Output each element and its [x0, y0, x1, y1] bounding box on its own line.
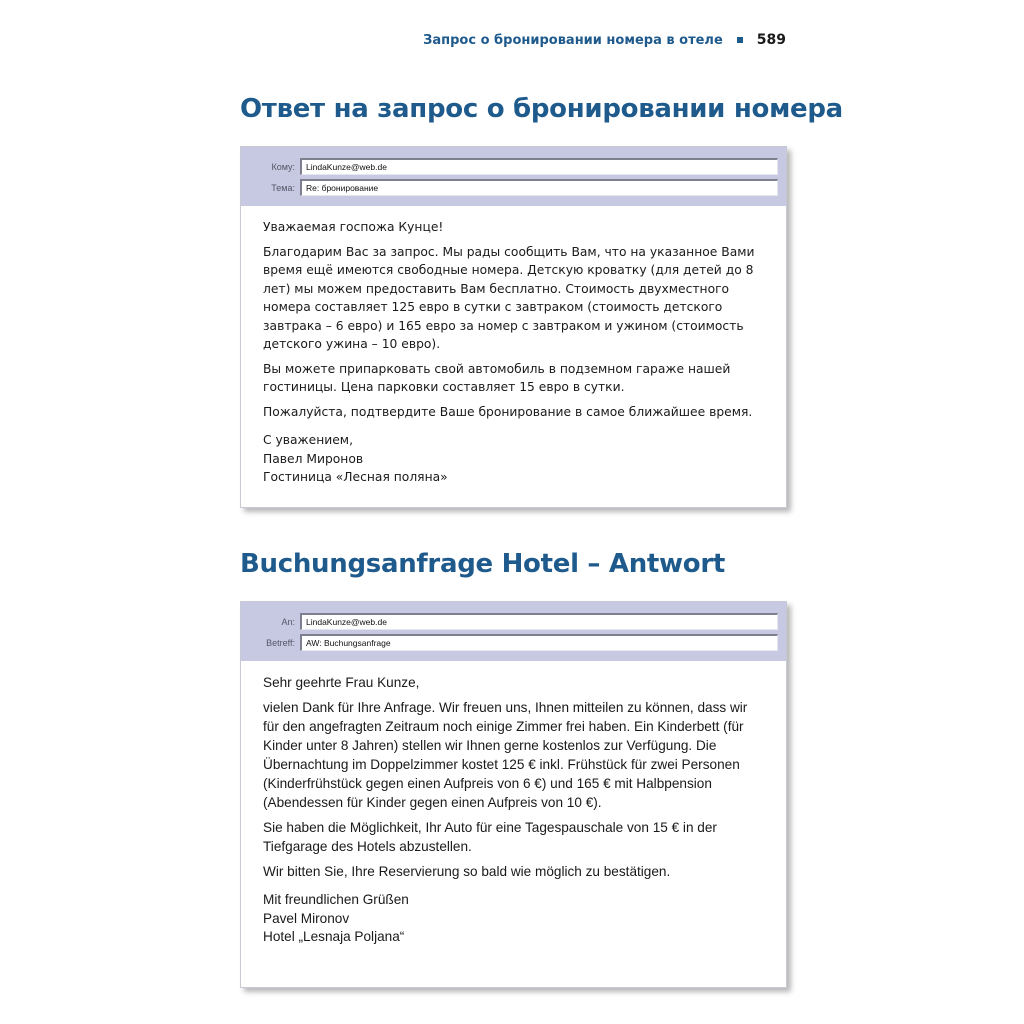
body-paragraph: Wir bitten Sie, Ihre Reservierung so bald wie möglich zu bestätigen. — [263, 864, 671, 879]
email-body — [241, 206, 786, 487]
subject-label: Тема: — [271, 182, 295, 193]
subject-label: Betreff: — [266, 637, 295, 648]
email-de — [240, 601, 787, 988]
to-row — [241, 611, 778, 632]
closing-line: С уважением, — [263, 433, 353, 447]
subject-field[interactable]: AW: Buchungsanfrage — [300, 634, 778, 651]
subject-row — [241, 177, 778, 198]
to-label: An: — [281, 616, 295, 627]
body-paragraph: Sie haben die Möglichkeit, Ihr Auto für eine Tagespauschale von 15 € in der Tiefgarage des Hotels abzustellen. — [263, 820, 717, 854]
subject-row — [241, 632, 778, 653]
greeting: Sehr geehrte Frau Kunze, — [263, 675, 420, 690]
email-header — [241, 147, 786, 206]
signature-hotel: Hotel „Lesnaja Poljana“ — [263, 929, 405, 944]
subject-field[interactable]: Re: бронирование — [300, 179, 778, 196]
email-header — [241, 602, 786, 661]
closing-line: Mit freundlichen Grüßen — [263, 892, 409, 907]
page-number: 589 — [756, 32, 786, 48]
body-paragraph: Благодарим Вас за запрос. Мы рады сообщить Вам, что на указанное Вами время ещё имеются свободные номера. Детскую кроватку (для детей до 8 лет) мы можем предоставить Вам бесплатно. Стоимость двухместного номера составляет 125 евро в сутки с завтраком (стоимость детского завтрака – 6 евро) и 165 евро за номер с завтраком и ужином (стоимость детского ужина – 10 евро). — [263, 244, 755, 351]
body-paragraph: Вы можете припарковать свой автомобиль в подземном гараже нашей гостиницы. Цена парковки составляет 15 евро в сутки. — [263, 361, 731, 394]
closing — [263, 431, 764, 487]
to-field[interactable]: LindaKunze@web.de — [300, 613, 778, 630]
section-title-de: Buchungsanfrage Hotel – Antwort — [240, 549, 725, 579]
greeting: Уважаемая госпожа Кунце! — [263, 220, 444, 234]
email-ru — [240, 146, 787, 508]
body-paragraph: Пожалуйста, подтвердите Ваше бронирование в самое ближайшее время. — [263, 404, 753, 419]
running-header-title: Запрос о бронировании номера в отеле — [423, 32, 723, 48]
body-paragraph: vielen Dank für Ihre Anfrage. Wir freuen uns, Ihnen mitteilen zu können, dass wir für den angefragten Zeitraum noch einige Zimmer frei haben. Ein Kinderbett (für Kinder unter 8 Jahren) stellen wir Ihnen gerne kostenlos zur Verfügung. Die Übernachtung im Doppelzimmer kostet 125 € inkl. Frühstück für zwei Personen (Kinderfrühstück gegen einen Aufpreis von 6 €) und 165 € mit Halbpension (Abendessen für Kinder gegen einen Aufpreis von 10 €). — [263, 700, 748, 810]
signature-hotel: Гостиница «Лесная поляна» — [263, 470, 448, 484]
email-body — [241, 661, 786, 947]
running-header — [423, 32, 786, 48]
signature-name: Pavel Mironov — [263, 910, 350, 926]
signature-name: Павел Миронов — [263, 451, 364, 466]
to-label: Кому: — [271, 161, 295, 172]
to-row — [241, 156, 778, 177]
closing — [263, 891, 764, 947]
to-field[interactable]: LindaKunze@web.de — [300, 158, 778, 175]
section-title-ru: Ответ на запрос о бронировании номера — [240, 94, 843, 124]
square-bullet-icon — [737, 37, 743, 43]
